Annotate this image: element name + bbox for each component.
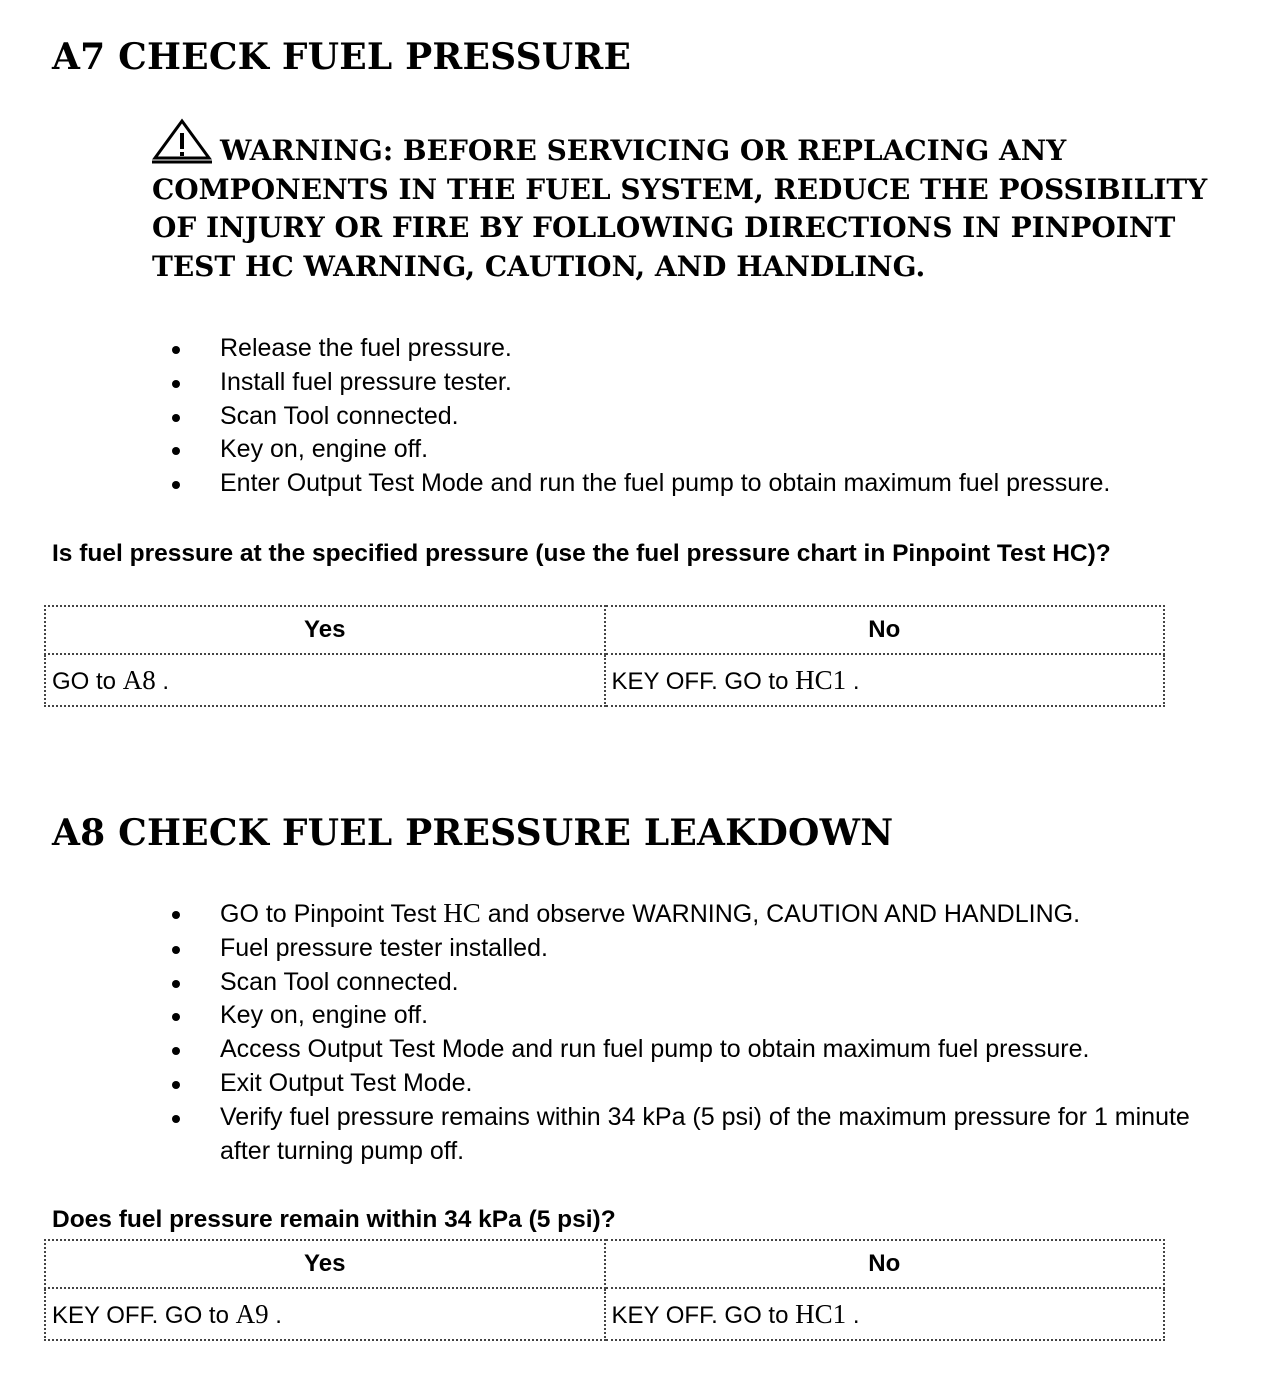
warning-text: WARNING: BEFORE SERVICING OR REPLACING ANY COMPONENTS IN THE FUEL SYSTEM, REDUCE THE POSSIBILITY OF INJURY OR FIRE BY FOLLOWING DIRECTIONS IN PINPOINT TEST HC WARNING, CAUTION, AND HANDLING.	[152, 134, 1208, 283]
yes-cell	[45, 654, 605, 706]
a7-steps-list	[168, 332, 1238, 501]
yes-prefix: KEY OFF. GO to	[52, 1301, 229, 1329]
list-item: Scan Tool connected.	[168, 966, 1218, 1000]
link-a9[interactable]: A9	[235, 1298, 269, 1329]
link-hc1[interactable]: HC1	[795, 1298, 847, 1329]
no-header: No	[605, 1240, 1165, 1288]
section-heading-a8: A8 CHECK FUEL PRESSURE LEAKDOWN	[52, 812, 894, 854]
warning-triangle-icon	[152, 118, 212, 164]
yes-header: Yes	[45, 1240, 605, 1288]
list-item: Access Output Test Mode and run fuel pump to obtain maximum fuel pressure.	[168, 1033, 1218, 1067]
list-item: Release the fuel pressure.	[168, 332, 1238, 366]
link-hc1[interactable]: HC1	[795, 664, 847, 695]
table-row	[45, 654, 1164, 706]
no-suffix: .	[852, 1301, 860, 1329]
yes-suffix: .	[162, 667, 170, 695]
yes-suffix: .	[275, 1301, 282, 1329]
a8-result-table	[44, 1239, 1165, 1341]
list-item: Key on, engine off.	[168, 999, 1218, 1033]
no-cell	[605, 654, 1165, 706]
a8-steps-list	[168, 897, 1218, 1168]
link-a8[interactable]: A8	[122, 664, 156, 695]
list-item	[168, 897, 1218, 932]
no-cell	[605, 1288, 1165, 1340]
no-prefix: KEY OFF. GO to	[611, 1301, 789, 1329]
list-item: Exit Output Test Mode.	[168, 1067, 1218, 1101]
table-header-row	[45, 606, 1164, 654]
section-heading-a7: A7 CHECK FUEL PRESSURE	[52, 36, 632, 78]
a7-result-table	[44, 605, 1165, 707]
list-item: Scan Tool connected.	[168, 400, 1238, 434]
item-text: and observe WARNING, CAUTION AND HANDLING.	[487, 900, 1081, 928]
no-suffix: .	[852, 667, 860, 695]
list-item: Fuel pressure tester installed.	[168, 932, 1218, 966]
no-header: No	[605, 606, 1165, 654]
list-item: Key on, engine off.	[168, 433, 1238, 467]
yes-prefix: GO to	[52, 667, 117, 695]
a7-question: Is fuel pressure at the specified pressure (use the fuel pressure chart in Pinpoint Test HC)?	[52, 540, 1111, 567]
warning-block	[152, 118, 1232, 286]
yes-header: Yes	[45, 606, 605, 654]
table-row	[45, 1288, 1164, 1340]
no-prefix: KEY OFF. GO to	[611, 667, 789, 695]
link-hc[interactable]: HC	[443, 898, 481, 928]
list-item: Install fuel pressure tester.	[168, 366, 1238, 400]
table-header-row	[45, 1240, 1164, 1288]
yes-cell	[45, 1288, 605, 1340]
list-item: Verify fuel pressure remains within 34 kPa (5 psi) of the maximum pressure for 1 minute after turning pump off.	[168, 1101, 1218, 1169]
list-item: Enter Output Test Mode and run the fuel pump to obtain maximum fuel pressure.	[168, 467, 1238, 501]
a8-question: Does fuel pressure remain within 34 kPa (5 psi)?	[52, 1206, 616, 1233]
item-text: GO to Pinpoint Test	[220, 900, 437, 928]
